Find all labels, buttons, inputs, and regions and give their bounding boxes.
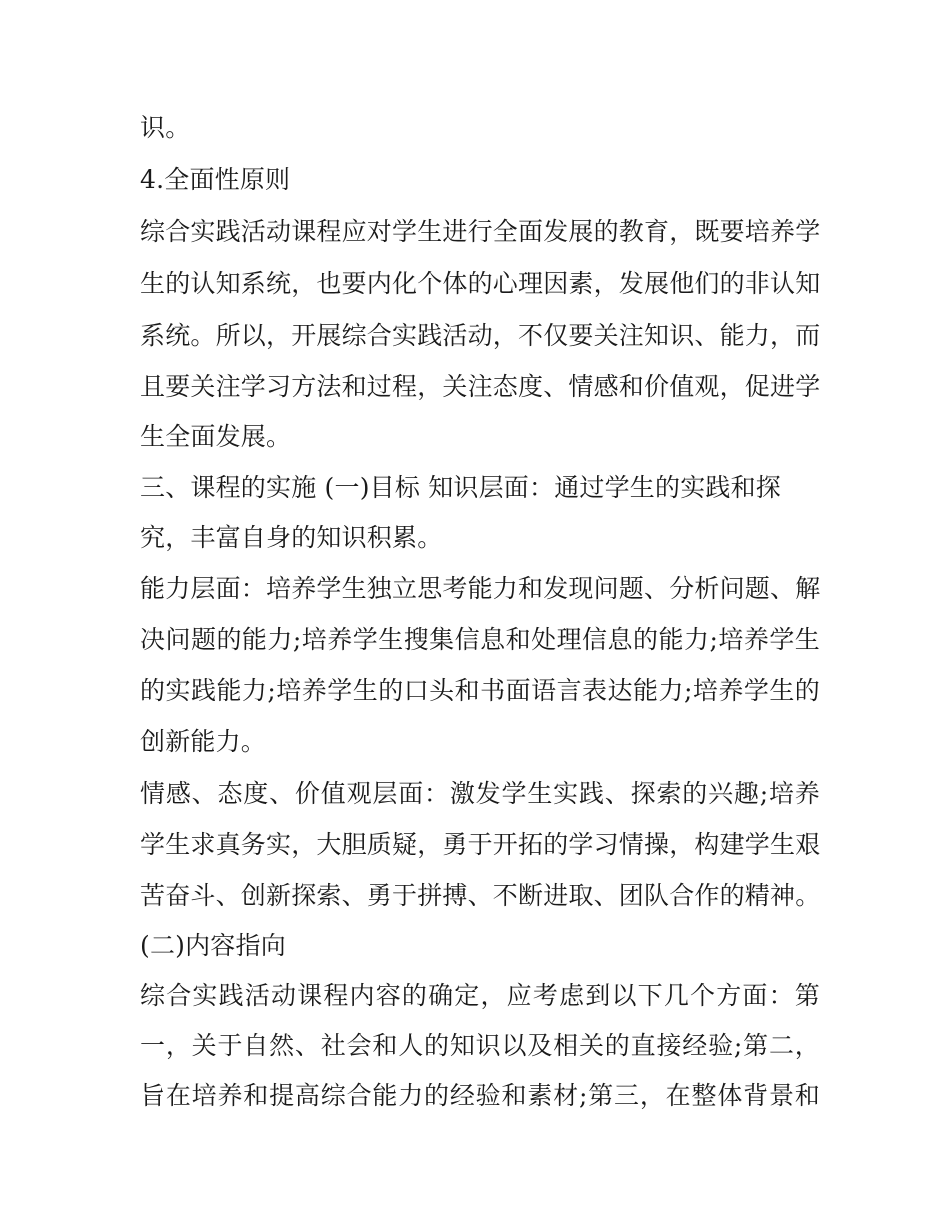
- text-line: 识。: [140, 113, 191, 142]
- text-line: 综合实践活动课程应对学生进行全面发展的教育，既要培养学: [140, 217, 821, 246]
- text-line: 苦奋斗、创新探索、勇于拼搏、不断进取、团队合作的精神。: [140, 881, 821, 910]
- text-line: 情感、态度、价值观层面：激发学生实践、探索的兴趣;培养: [140, 779, 820, 808]
- text-line: 一，关于自然、社会和人的知识以及相关的直接经验;第二，: [140, 1031, 820, 1060]
- text-line: 学生求真务实，大胆质疑，勇于开拓的学习情操，构建学生艰: [140, 830, 821, 859]
- text-line: 的实践能力;培养学生的口头和书面语言表达能力;培养学生的: [140, 676, 820, 705]
- section-heading: 三、课程的实施 (一)目标 知识层面：通过学生的实践和探: [140, 473, 782, 502]
- text-line: 生的认知系统，也要内化个体的心理因素，发展他们的非认知: [140, 269, 821, 298]
- text-line: 能力层面：培养学生独立思考能力和发现问题、分析问题、解: [140, 574, 821, 603]
- text-line: 旨在培养和提高综合能力的经验和素材;第三，在整体背景和: [140, 1081, 820, 1110]
- text-line: 究，丰富自身的知识积累。: [140, 523, 443, 552]
- section-heading: 4.全面性原则: [140, 165, 291, 194]
- text-line: 生全面发展。: [140, 422, 292, 451]
- text-line: 决问题的能力;培养学生搜集信息和处理信息的能力;培养学生: [140, 625, 820, 654]
- section-heading: (二)内容指向: [140, 931, 286, 960]
- text-line: 综合实践活动课程内容的确定，应考虑到以下几个方面：第: [140, 981, 820, 1010]
- text-line: 创新能力。: [140, 727, 267, 756]
- text-line: 且要关注学习方法和过程，关注态度、情感和价值观，促进学: [140, 372, 821, 401]
- text-line: 系统。所以，开展综合实践活动，不仅要关注知识、能力，而: [140, 321, 821, 350]
